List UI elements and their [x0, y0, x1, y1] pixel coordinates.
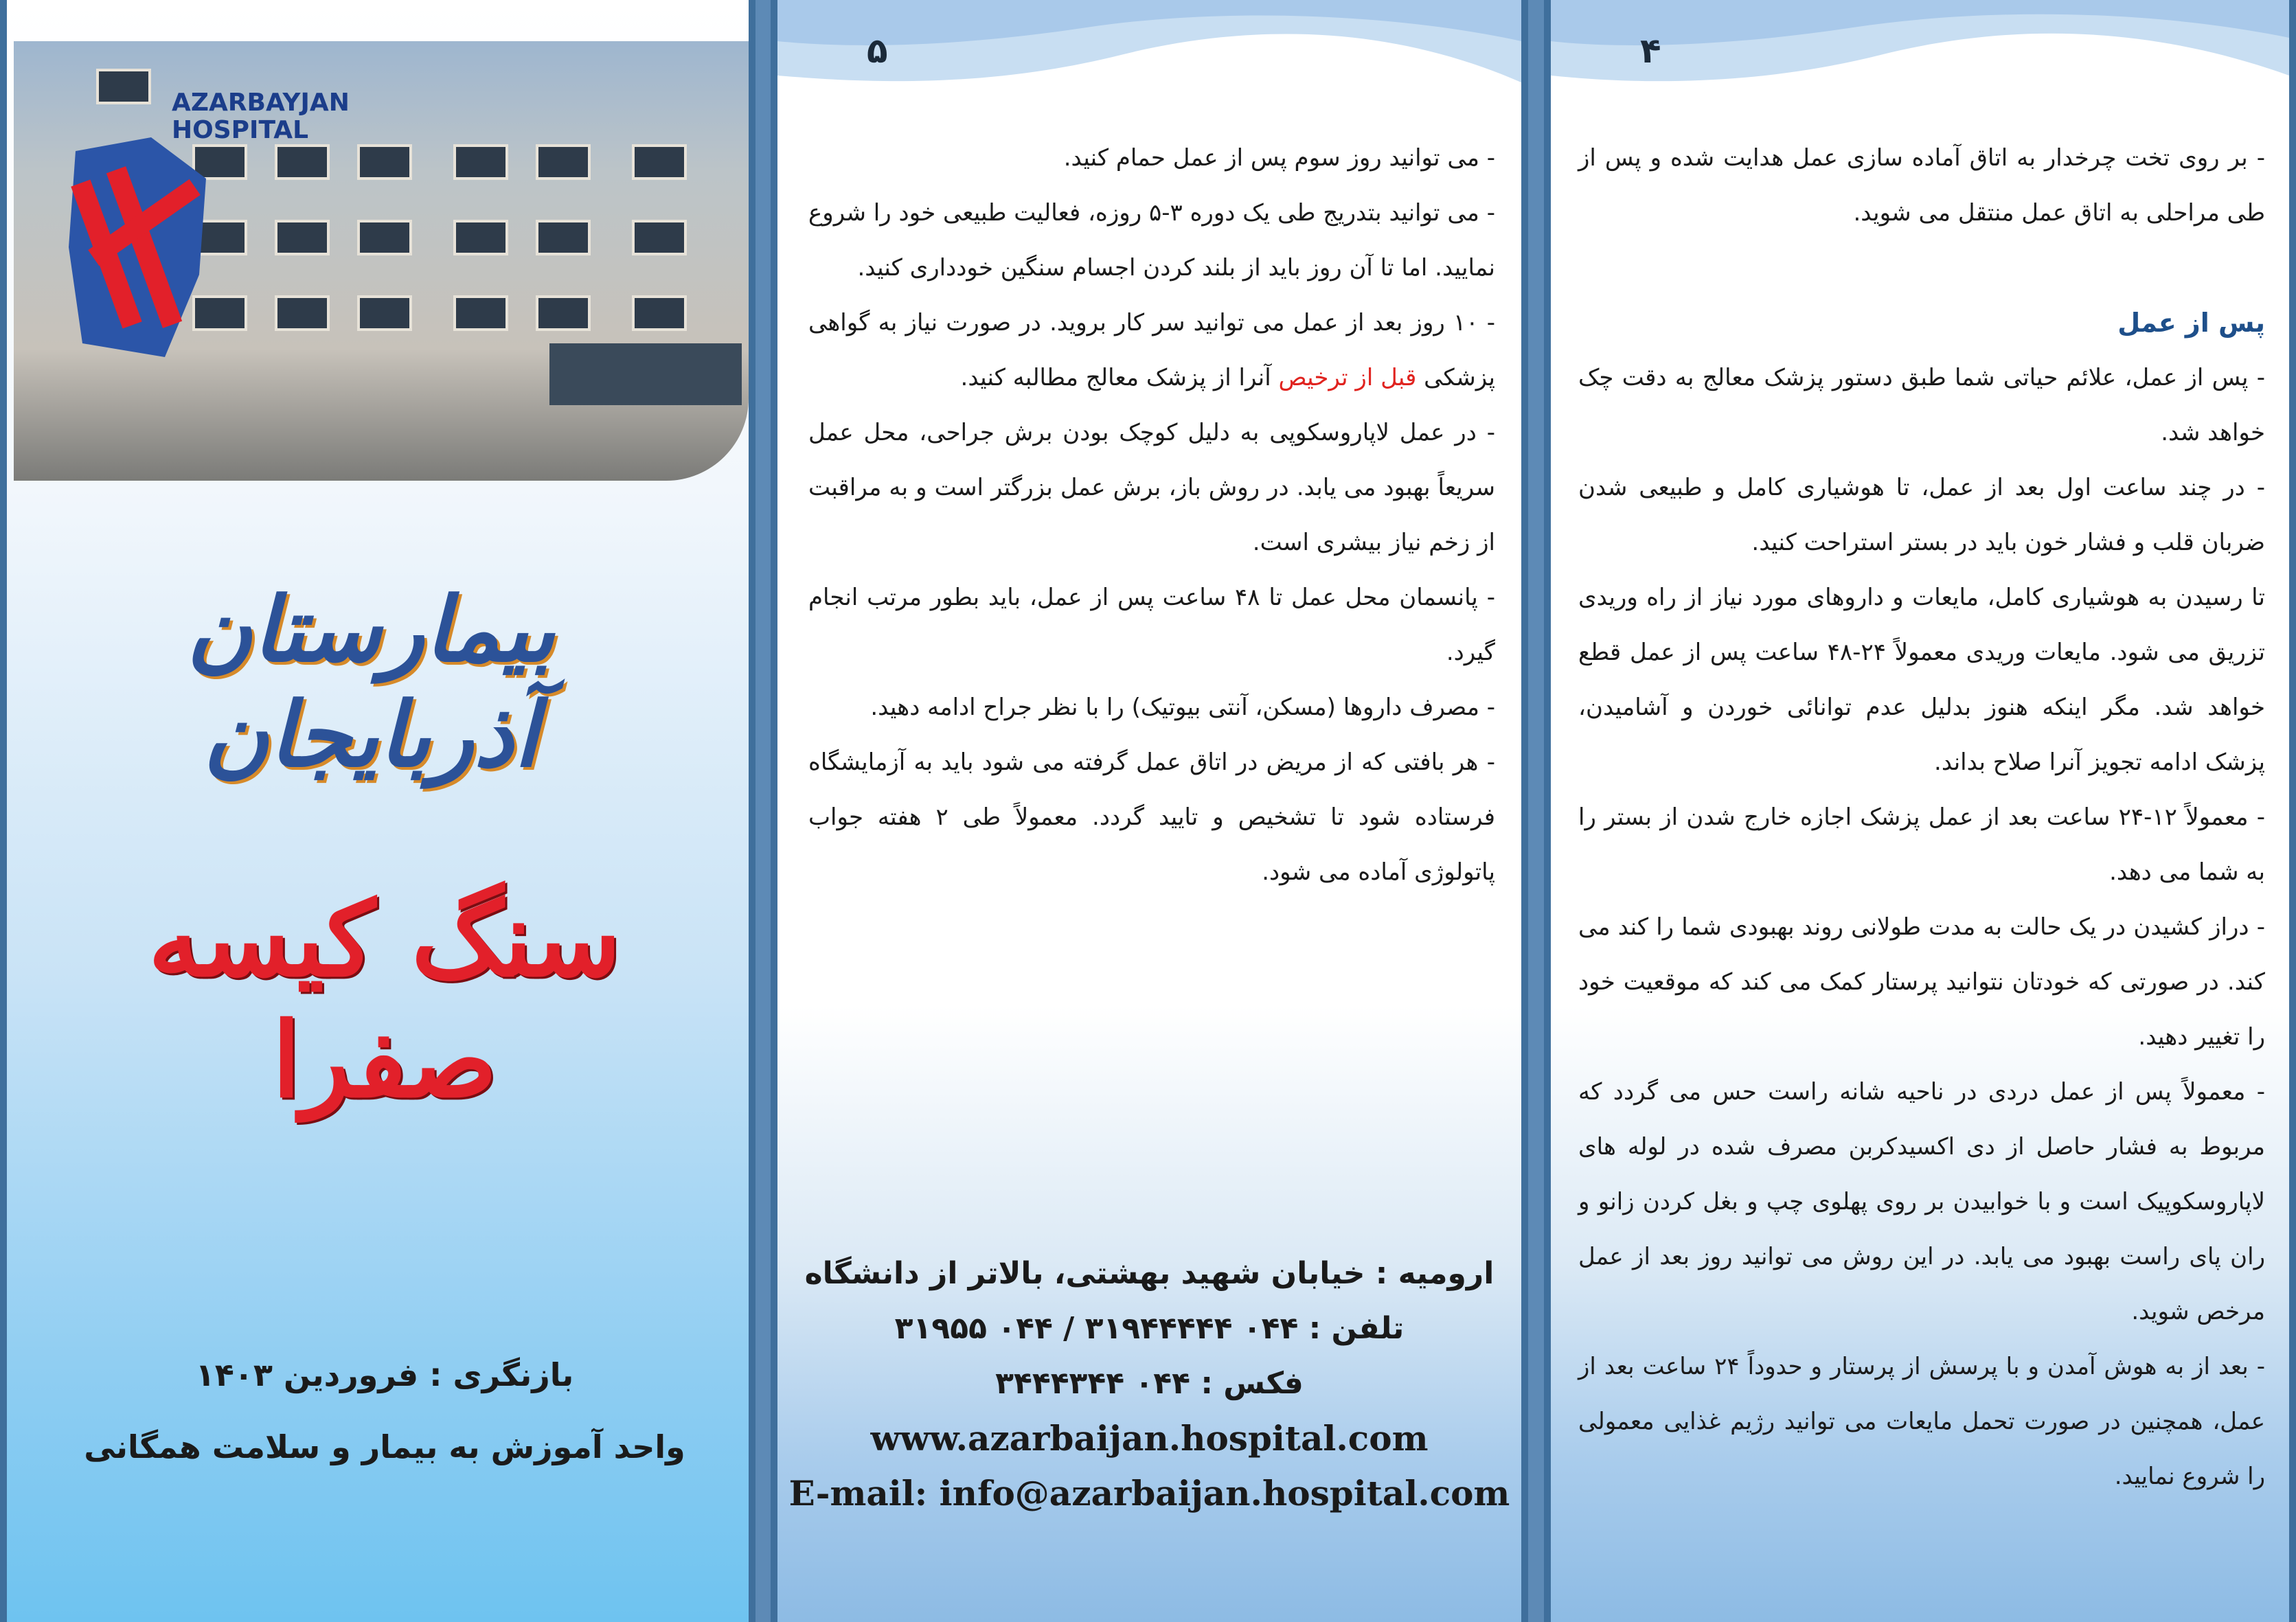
hospital-sign-en: AZARBAYJAN HOSPITAL [172, 89, 350, 144]
paragraph: - مصرف داروها (مسکن، آنتی بیوتیک) را با نظر جراح ادامه دهید. [870, 694, 1495, 721]
cover-panel [0, 0, 755, 1622]
education-unit: واحد آموزش به بیمار و سلامت همگانی [84, 1428, 685, 1465]
fax: فکس : ۰۴۴ ۳۴۴۴۳۴۴ [995, 1366, 1304, 1401]
hospital-logo-icon [69, 137, 213, 357]
window [357, 220, 412, 255]
text-run: - ۱۰ روز بعد از عمل می توانید سر کار بروید. در صورت نیاز به گواهی پزشکی [808, 309, 1496, 391]
highlight-text: قبل از ترخیص [1278, 364, 1417, 391]
window [275, 220, 330, 255]
spacer [1578, 240, 2265, 295]
brochure-topic-title: سنگ کیسه صفرا [148, 879, 622, 1121]
header-wave [777, 0, 1521, 124]
text-run: آنرا از پزشک معالج مطالبه کنید. [960, 364, 1279, 391]
page-number: ۴ [1640, 31, 1661, 71]
hospital-photo [14, 41, 749, 481]
window [453, 144, 508, 180]
window [632, 144, 687, 180]
window [536, 144, 591, 180]
contact-block [771, 1246, 1528, 1521]
window [453, 295, 508, 331]
revision-date: بازنگری : فروردین ۱۴۰۳ [195, 1356, 574, 1393]
paragraph: - هر بافتی که از مریض در اتاق عمل گرفته می شود باید به آزمایشگاه فرستاده شود تا تشخیص و تایید گردد. معمولاً طی ۲ هفته جواب پاتولوژی آماده می شود. [808, 749, 1495, 886]
window [453, 220, 508, 255]
website-link[interactable]: www.azarbaijan.hospital.com [870, 1418, 1429, 1459]
paragraph: - در عمل لاپاروسکوپی به دلیل کوچک بودن برش جراحی، محل عمل سریعاً بهبود می یابد. در روش باز، برش عمل بزرگتر است و به مراقبت از زخم نیاز بیشری است. [808, 419, 1495, 556]
hospital-name-title: بیمارستان آذربایجان [186, 577, 556, 787]
paragraph: - پس از عمل، علائم حیاتی شما طبق دستور پزشک معالج به دقت چک خواهد شد. [1578, 364, 2265, 446]
paragraph: - معمولاً پس از عمل دردی در ناحیه شانه راست حس می گردد که مربوط به فشار حاصل از دی اکسیدکربن مصرف شده در لوله های لاپاروسکوپیک است و با خوابیدن بر روی پهلوی چپ و بغل کردن زانو و ران پای راست بهبود می یابد. در این روش می توانید روز بعد از عمل مرخص شوید. [1578, 1078, 2265, 1325]
paragraph: - می توانید روز سوم پس از عمل حمام کنید. [1063, 144, 1495, 172]
paragraph: - پانسمان محل عمل تا ۴۸ ساعت پس از عمل، باید بطور مرتب انجام گیرد. [808, 584, 1495, 666]
paragraph: - می توانید بتدریج طی یک دوره ۳-۵ روزه، فعالیت طبیعی خود را شروع نمایید. اما تا آن روز باید از بلند کردن اجسام سنگین خودداری کنید. [808, 199, 1495, 282]
paragraph: - معمولاً ۱۲-۲۴ ساعت بعد از عمل پزشک اجازه خارج شدن از بستر را به شما می دهد. [1578, 803, 2265, 886]
window [275, 295, 330, 331]
paragraph-discharge [808, 295, 1495, 405]
page-number: ۵ [867, 31, 888, 71]
window [357, 144, 412, 180]
page-5-text [808, 130, 1495, 900]
paragraph: تا رسیدن به هوشیاری کامل، مایعات و داروهای مورد نیاز از راه وریدی تزریق می شود. مایعات وریدی معمولاً ۲۴-۴۸ ساعت پس از عمل قطع خواهد شد. مگر اینکه هنوز بدلیل عدم توانائی خوردن و آشامیدن، پزشک ادامه تجویز آنرا صلاح بداند. [1578, 584, 2265, 776]
page-4-panel [1544, 0, 2296, 1622]
header-wave [1551, 0, 2289, 124]
address: ارومیه : خیابان شهید بهشتی، بالاتر از دانشگاه [804, 1256, 1494, 1291]
paragraph: - در چند ساعت اول بعد از عمل، تا هوشیاری کامل و طبیعی شدن ضربان قلب و فشار خون باید در بستر استراحت کنید. [1578, 474, 2265, 556]
window [357, 295, 412, 331]
paragraph: - بر روی تخت چرخدار به اتاق آماده سازی عمل هدایت شده و پس از طی مراحلی به اتاق عمل منتقل می شوید. [1578, 144, 2265, 227]
page-4-text [1578, 130, 2265, 1504]
section-heading: پس از عمل [2117, 308, 2265, 338]
window [536, 295, 591, 331]
paragraph: - بعد از به هوش آمدن و با پرسش از پرستار و حدوداً ۲۴ ساعت بعد از عمل، همچنین در صورت تحمل مایعات می توانید رژیم غذایی معمولی را شروع نمایید. [1578, 1353, 2265, 1490]
window [536, 220, 591, 255]
entrance-canopy [549, 343, 742, 405]
paragraph: - دراز کشیدن در یک حالت به مدت طولانی روند بهبودی شما را کند می کند. در صورتی که خودتان نتوانید پرستار کمک می کند که موقعیت خود را تغییر دهید. [1578, 913, 2265, 1051]
window [632, 220, 687, 255]
window [632, 295, 687, 331]
window [275, 144, 330, 180]
phone: تلفن : ۰۴۴ ۳۱۹۴۴۴۴۴ / ۰۴۴ ۳۱۹۵۵ [894, 1311, 1405, 1346]
window [96, 69, 151, 104]
email-link[interactable]: E-mail: info@azarbaijan.hospital.com [788, 1473, 1510, 1514]
